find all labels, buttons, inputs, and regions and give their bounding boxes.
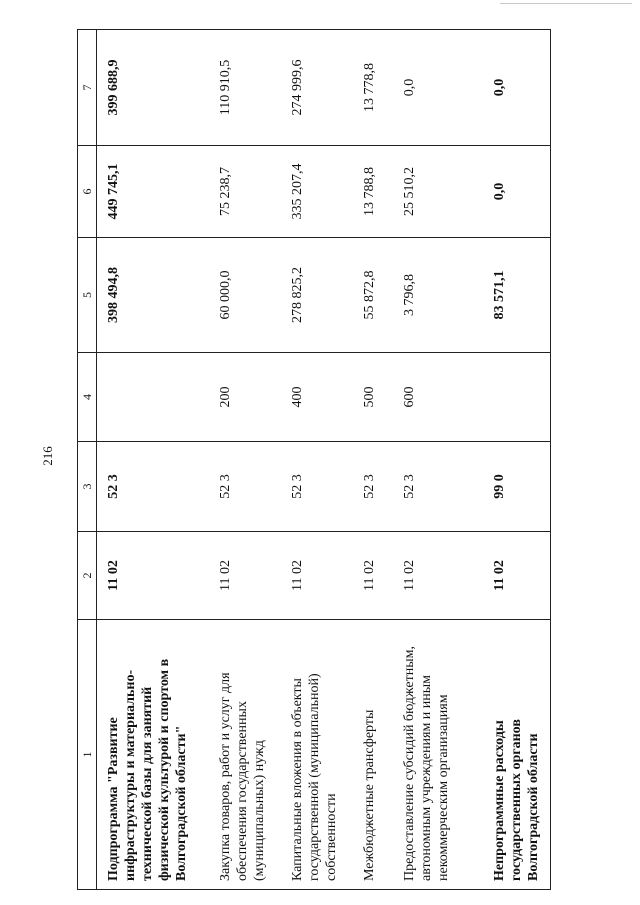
row-col7: 13 778,8: [353, 30, 393, 146]
table-row: [353, 30, 393, 890]
row-col5: 60 000,0: [209, 238, 281, 353]
row-col7: 110 910,5: [209, 30, 281, 146]
row-col6: 25 510,2: [393, 146, 483, 238]
table-row: [483, 30, 551, 890]
budget-table: [77, 30, 547, 890]
table-row: [281, 30, 353, 890]
header-col-6: 6: [78, 146, 97, 238]
row-col2: 11 02: [483, 532, 551, 620]
row-col4: 200: [209, 353, 281, 442]
row-col4: [483, 353, 551, 442]
row-name: Межбюджетные трансферты: [353, 620, 393, 890]
row-col6: 449 745,1: [97, 146, 209, 238]
row-col6: 335 207,4: [281, 146, 353, 238]
row-name: Подпрограмма "Развитие инфраструктуры и материально-технической базы для занятий физической культурой и спортом в Волгоградской области": [97, 620, 209, 890]
row-col4: 400: [281, 353, 353, 442]
row-name: Закупка товаров, работ и услуг для обеспечения государственных (муниципальных) нужд: [209, 620, 281, 890]
row-col2: 11 02: [393, 532, 483, 620]
row-col7: 0,0: [393, 30, 483, 146]
table-header-row: [78, 30, 97, 890]
header-col-3: 3: [78, 442, 97, 532]
header-col-2: 2: [78, 532, 97, 620]
row-name: Капитальные вложения в объекты государственной (муниципальной) собственности: [281, 620, 353, 890]
row-col2: 11 02: [281, 532, 353, 620]
top-edge-mark: [500, 3, 632, 4]
page-number: 216: [40, 446, 55, 466]
row-col4: 500: [353, 353, 393, 442]
row-col4: 600: [393, 353, 483, 442]
row-col3: 52 3: [353, 442, 393, 532]
row-col7: 274 999,6: [281, 30, 353, 146]
row-col6: 13 788,8: [353, 146, 393, 238]
row-col2: 11 02: [97, 532, 209, 620]
row-col5: 83 571,1: [483, 238, 551, 353]
row-col6: 75 238,7: [209, 146, 281, 238]
header-col-7: 7: [78, 30, 97, 146]
row-col7: 0,0: [483, 30, 551, 146]
row-col6: 0,0: [483, 146, 551, 238]
row-col3: 52 3: [209, 442, 281, 532]
row-col3: 52 3: [393, 442, 483, 532]
row-name: Непрограммные расходы государственных органов Волгоградской области: [483, 620, 551, 890]
row-col5: 398 494,8: [97, 238, 209, 353]
header-col-4: 4: [78, 353, 97, 442]
header-col-5: 5: [78, 238, 97, 353]
table-row: [393, 30, 483, 890]
row-col4: [97, 353, 209, 442]
row-col3: 52 3: [281, 442, 353, 532]
row-col5: 3 796,8: [393, 238, 483, 353]
row-col7: 399 688,9: [97, 30, 209, 146]
row-col3: 52 3: [97, 442, 209, 532]
row-col5: 55 872,8: [353, 238, 393, 353]
row-col2: 11 02: [209, 532, 281, 620]
table-frame: [77, 30, 547, 890]
header-col-1: 1: [78, 620, 97, 890]
row-col5: 278 825,2: [281, 238, 353, 353]
table-row: [97, 30, 209, 890]
table-row: [209, 30, 281, 890]
row-name: Предоставление субсидий бюджетным, автономным учреждениям и иным некоммерческим организациям: [393, 620, 483, 890]
row-col3: 99 0: [483, 442, 551, 532]
row-col2: 11 02: [353, 532, 393, 620]
